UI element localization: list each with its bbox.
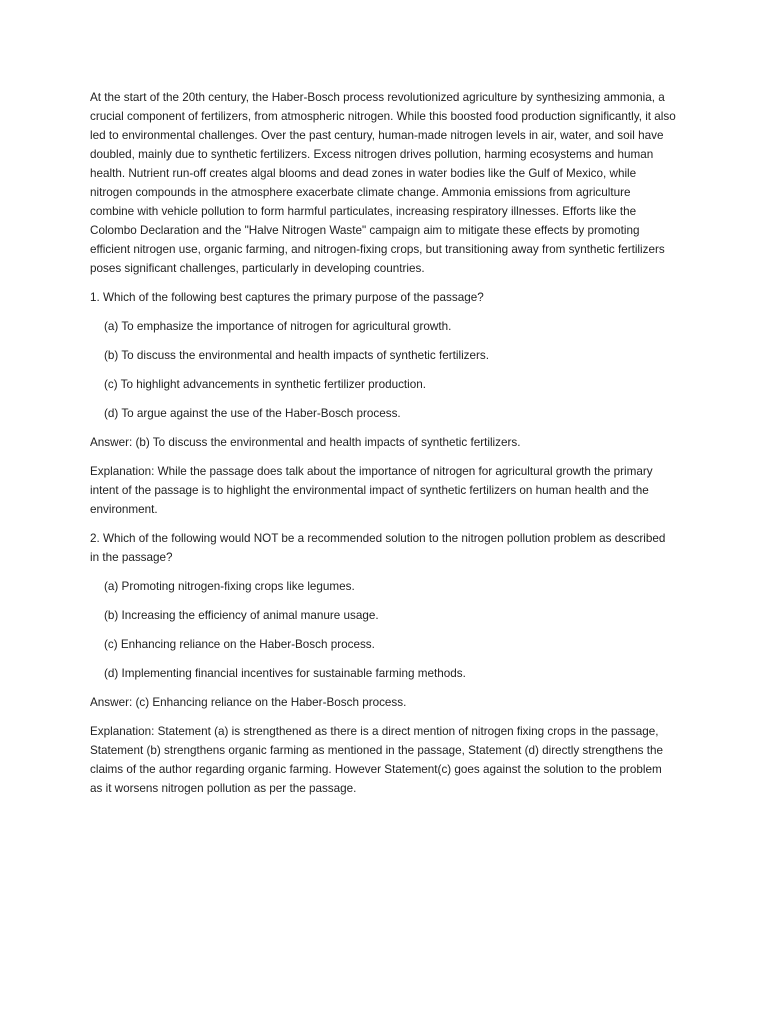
question-1-answer: Answer: (b) To discuss the environmental and health impacts of synthetic fertilizers. — [90, 436, 521, 449]
question-1-option-a: (a) To emphasize the importance of nitrogen for agricultural growth. — [104, 320, 452, 333]
question-2-prompt — [90, 529, 676, 567]
question-1-option-c: (c) To highlight advancements in synthetic fertilizer production. — [104, 378, 426, 391]
question-2-option-a: (a) Promoting nitrogen-fixing crops like legumes. — [104, 580, 355, 593]
question-2-option-b: (b) Increasing the efficiency of animal manure usage. — [104, 609, 379, 622]
passage-paragraph: At the start of the 20th century, the Haber-Bosch process revolutionized agriculture by synthesizing ammonia, a crucial component of fertilizers, from atmospheric nitrogen. While this boosted food production significantly, it also led to environmental challenges. Over the past century, human-made nitrogen levels in air, water, and soil have doubled, mainly due to synthetic fertilizers. Excess nitrogen drives pollution, harming ecosystems and human health. Nutrient run-off creates algal blooms and dead zones in water bodies like the Gulf of Mexico, while nitrogen compounds in the atmosphere exacerbate climate change. Ammonia emissions from agriculture combine with vehicle pollution to form harmful particulates, increasing respiratory illnesses. Efforts like the Colombo Declaration and the "Halve Nitrogen Waste" campaign aim to mitigate these effects by promoting efficient nitrogen use, organic farming, and nitrogen-fixing crops, but transitioning away from synthetic fertilizers poses significant challenges, particularly in developing countries. — [90, 91, 676, 275]
question-2-text: Which of the following would NOT be a recommended solution to the nitrogen pollution problem as described in the passage? — [90, 532, 666, 564]
question-2-number: 2. — [90, 532, 100, 545]
question-1-text: Which of the following best captures the primary purpose of the passage? — [103, 291, 484, 304]
question-1-option-b: (b) To discuss the environmental and health impacts of synthetic fertilizers. — [104, 349, 490, 362]
question-1-prompt — [90, 288, 676, 307]
question-2-explanation: Explanation: Statement (a) is strengthened as there is a direct mention of nitrogen fixing crops in the passage, Statement (b) strengthens organic farming as mentioned in the passage, Statement (d) directly strengthens the claims of the author regarding organic farming. However Statement(c) goes against the solution to the problem as it worsens nitrogen pollution as per the passage. — [90, 725, 663, 795]
question-1-explanation: Explanation: While the passage does talk about the importance of nitrogen for agricultural growth the primary intent of the passage is to highlight the environmental impact of synthetic fertilizers on human health and the environment. — [90, 465, 653, 516]
document-page — [90, 88, 676, 808]
question-2-answer: Answer: (c) Enhancing reliance on the Haber-Bosch process. — [90, 696, 407, 709]
question-1-number: 1. — [90, 291, 100, 304]
question-2-option-d: (d) Implementing financial incentives for sustainable farming methods. — [104, 667, 466, 680]
question-2-option-c: (c) Enhancing reliance on the Haber-Bosch process. — [104, 638, 375, 651]
question-1-option-d: (d) To argue against the use of the Haber-Bosch process. — [104, 407, 401, 420]
